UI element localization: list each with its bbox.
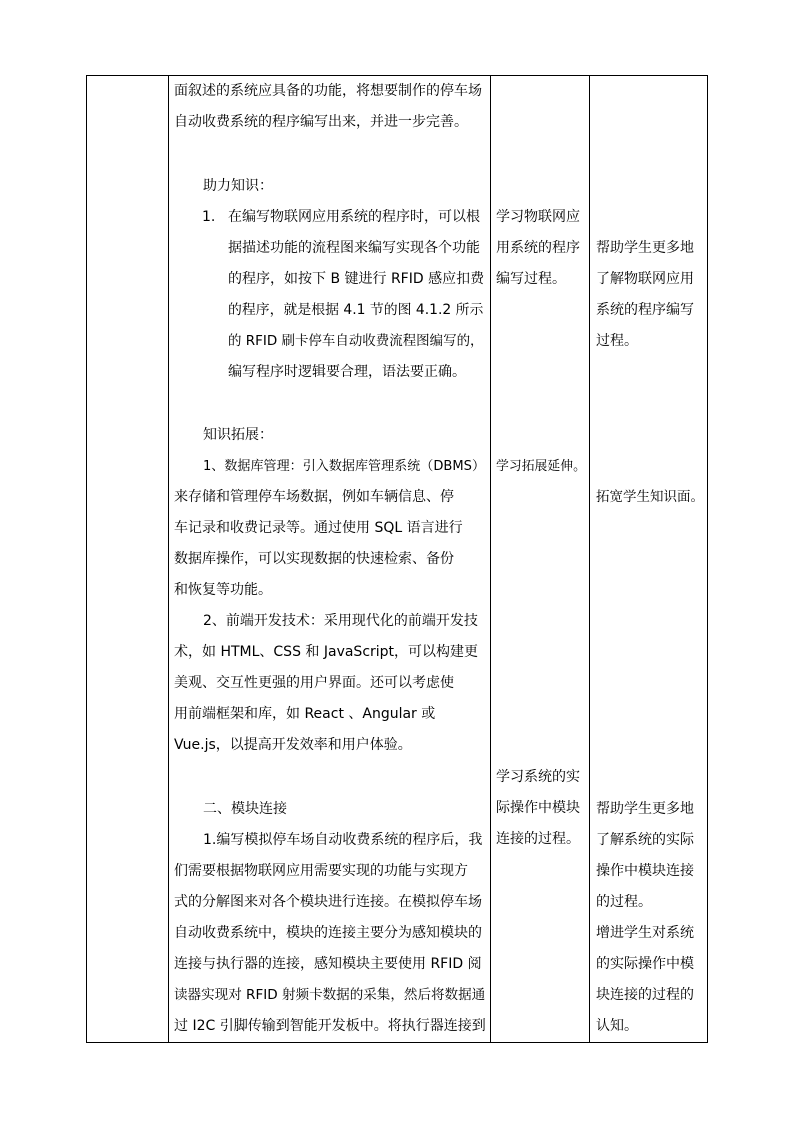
text-line: 了解系统的实际 — [596, 832, 694, 848]
help-item-number — [202, 202, 222, 233]
text-line: 块连接的过程的 — [596, 987, 694, 1003]
text-line: 连接与执行器的连接，感知模块主要使用 RFID 阅 — [174, 956, 482, 972]
text-line: 面叙述的系统应具备的功能，将想要制作的停车场 — [174, 83, 482, 99]
text-line: 的程序，如按下 B 键进行 RFID 感应扣费 — [228, 271, 485, 287]
text-line: Vue.js，以提高开发效率和用户体验。 — [174, 737, 412, 753]
text-line: 的程序，就是根据 4.1 节的图 4.1.2 所示 — [228, 302, 484, 318]
text-line: 操作中模块连接 — [596, 863, 694, 879]
intro-paragraph — [174, 76, 486, 138]
text-line: 1.编写模拟停车场自动收费系统的程序后，我 — [203, 832, 483, 848]
text-line: 的过程。 — [596, 894, 652, 910]
text-line: 在编写物联网应用系统的程序时，可以根 — [228, 209, 480, 225]
table-divider-2 — [490, 75, 491, 1043]
text-line: 学习系统的实 — [496, 769, 580, 785]
text-line: 连接的过程。 — [496, 831, 580, 847]
text-line: 来存储和管理停车场数据，例如车辆信息、停 — [174, 489, 454, 505]
student-activity-2 — [496, 451, 586, 482]
table-divider-1 — [168, 75, 169, 1043]
text-line: 们需要根据物联网应用需要实现的功能与实现方 — [174, 863, 468, 879]
text-line: 术，如 HTML、CSS 和 JavaScript，可以构建更 — [174, 644, 479, 660]
text-line: 过程。 — [596, 333, 638, 349]
text-line: 用前端框架和库，如 React 、Angular 或 — [174, 706, 436, 722]
text-line: 学习拓展延伸。 — [496, 459, 586, 474]
design-intent-3 — [596, 794, 704, 1042]
knowledge-extension-section — [174, 420, 486, 451]
student-activity-1 — [496, 202, 586, 295]
text-line: 了解物联网应用 — [596, 271, 694, 287]
ext-item-database — [203, 451, 485, 482]
text-line: 系统的程序编写 — [596, 302, 694, 318]
help-item-text — [228, 202, 484, 388]
text-line: 帮助学生更多地 — [596, 801, 694, 817]
design-intent-2 — [596, 482, 704, 513]
student-activity-3 — [496, 762, 586, 855]
text-line: 增进学生对系统 — [596, 925, 694, 941]
text-line: 1、数据库管理：引入数据库管理系统（DBMS） — [203, 459, 486, 474]
text-line: 编写过程。 — [496, 271, 566, 287]
text-line: 自动收费系统中，模块的连接主要分为感知模块的 — [174, 925, 482, 941]
ext-item-database-cont — [174, 482, 486, 606]
module-para-first — [203, 825, 485, 856]
ext-item-frontend-cont — [174, 637, 486, 761]
table-divider-3 — [589, 75, 590, 1043]
table-border-right — [707, 75, 708, 1043]
list-number: 1. — [202, 209, 216, 225]
text-line: 自动收费系统的程序编写出来，并进一步完善。 — [174, 114, 468, 130]
text-line: 编写程序时逻辑要合理，语法要正确。 — [228, 364, 466, 380]
text-line: 2、前端开发技术：采用现代化的前端开发技 — [203, 613, 478, 629]
text-line: 学习物联网应 — [496, 209, 580, 225]
text-line: 的 RFID 刷卡停车自动收费流程图编写的， — [228, 333, 484, 349]
text-line: 用系统的程序 — [496, 240, 580, 256]
text-line: 式的分解图来对各个模块进行连接。在模拟停车场 — [174, 894, 482, 910]
design-intent-1 — [596, 233, 704, 357]
text-line: 帮助学生更多地 — [596, 240, 694, 256]
text-line: 数据库操作，可以实现数据的快速检索、备份 — [174, 551, 454, 567]
text-line: 过 I2C 引脚传输到智能开发板中。将执行器连接到 — [174, 1018, 486, 1034]
module-para-body — [174, 856, 486, 1042]
text-line: 据描述功能的流程图来编写实现各个功能 — [228, 240, 480, 256]
text-line: 美观、交互性更强的用户界面。还可以考虑使 — [174, 675, 454, 691]
text-line: 读器实现对 RFID 射频卡数据的采集，然后将数据通 — [174, 987, 486, 1003]
help-heading: 助力知识： — [203, 178, 273, 194]
module-heading: 二、模块连接 — [203, 801, 287, 817]
table-border-left — [86, 75, 87, 1043]
ext-heading: 知识拓展： — [203, 427, 273, 443]
text-line: 认知。 — [596, 1018, 638, 1034]
help-knowledge-section — [174, 171, 486, 202]
text-line: 和恢复等功能。 — [174, 582, 272, 598]
text-line: 的实际操作中模 — [596, 956, 694, 972]
text-line: 车记录和收费记录等。通过使用 SQL 语言进行 — [174, 520, 463, 536]
ext-item-frontend — [203, 606, 485, 637]
table-border-bottom — [86, 1042, 708, 1043]
module-connection-section — [174, 794, 486, 825]
text-line: 际操作中模块 — [496, 800, 580, 816]
text-line: 拓宽学生知识面。 — [596, 489, 704, 505]
